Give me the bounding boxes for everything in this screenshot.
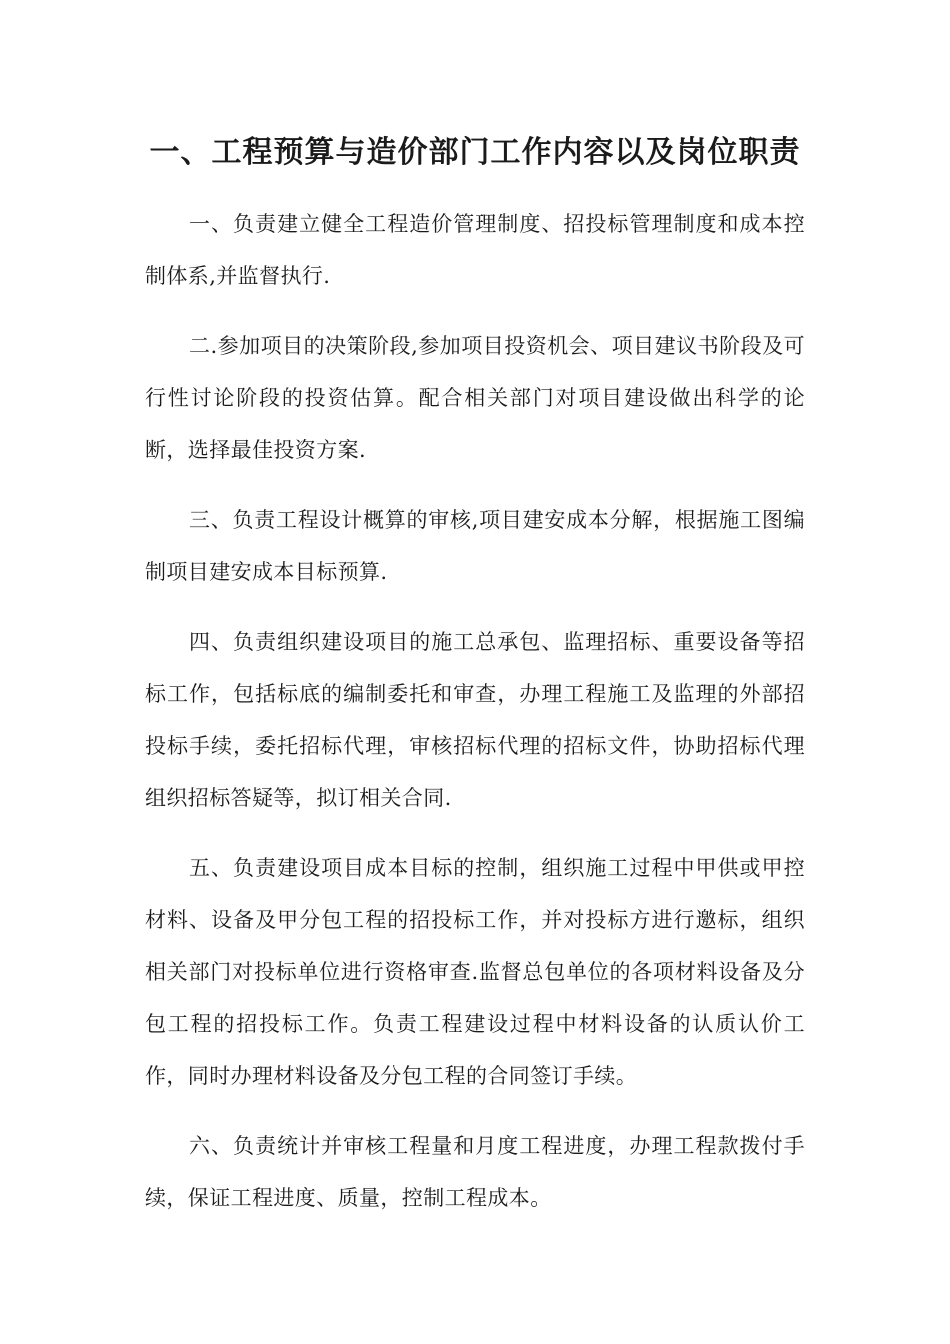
paragraph-4: 四、负责组织建设项目的施工总承包、监理招标、重要设备等招标工作，包括标底的编制委托和审查，办理工程施工及监理的外部招投标手续，委托招标代理，审核招标代理的招标文件，协助招标代理组织招标答疑等，拟订相关合同. — [145, 630, 805, 810]
paragraph-5: 五、负责建设项目成本目标的控制，组织施工过程中甲供或甲控材料、设备及甲分包工程的招投标工作，并对投标方进行邀标，组织相关部门对投标单位进行资格审查.监督总包单位的各项材料设备及分包工程的招投标工作。负责工程建设过程中材料设备的认质认价工作，同时办理材料设备及分包工程的合同签订手续。 — [145, 856, 805, 1088]
paragraph-1: 一、负责建立健全工程造价管理制度、招投标管理制度和成本控制体系,并监督执行. — [145, 212, 805, 288]
paragraph-3: 三、负责工程设计概算的审核,项目建安成本分解，根据施工图编制项目建安成本目标预算. — [145, 508, 805, 584]
document-title: 一、工程预算与造价部门工作内容以及岗位职责 — [149, 135, 801, 170]
paragraph-2: 二.参加项目的决策阶段,参加项目投资机会、项目建议书阶段及可行性讨论阶段的投资估算。配合相关部门对项目建设做出科学的论断，选择最佳投资方案. — [145, 334, 805, 462]
document-body — [145, 198, 805, 1242]
paragraph-6: 六、负责统计并审核工程量和月度工程进度，办理工程款拨付手续，保证工程进度、质量，控制工程成本。 — [145, 1134, 805, 1210]
